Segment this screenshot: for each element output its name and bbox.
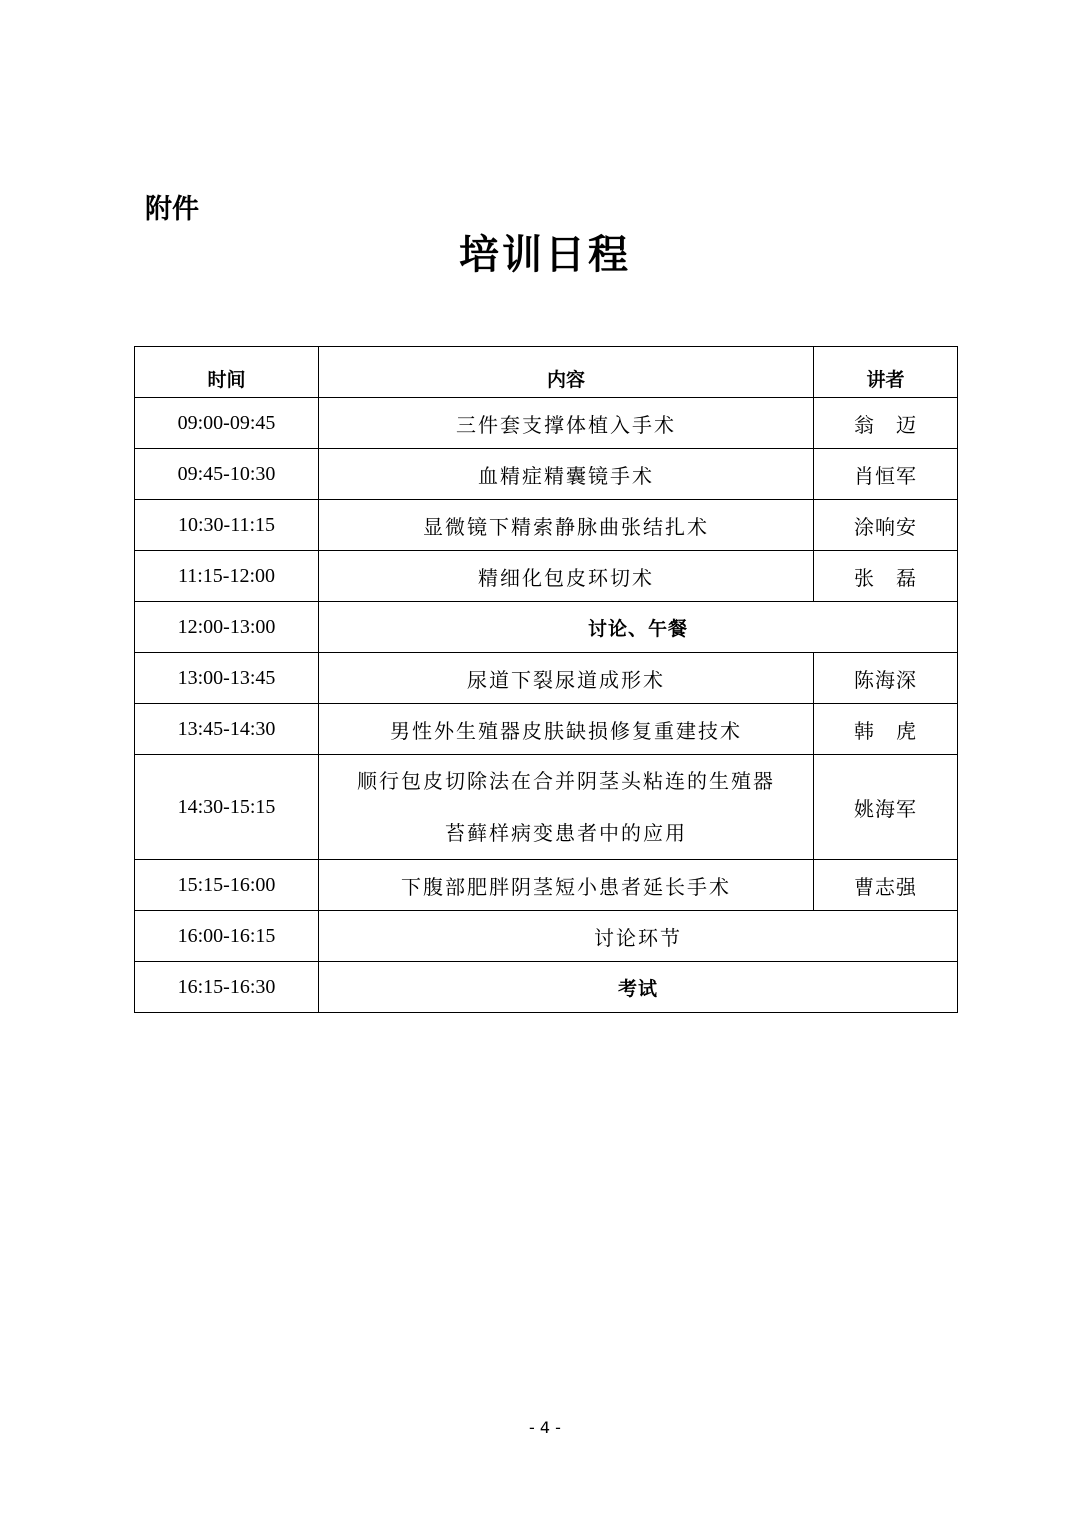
row-content-line-2: 苔藓样病变患者中的应用 bbox=[445, 821, 687, 845]
row-time: 13:00-13:45 bbox=[135, 653, 319, 704]
table-row bbox=[135, 653, 958, 704]
table-row bbox=[135, 911, 958, 962]
row-time: 16:15-16:30 bbox=[135, 962, 319, 1013]
row-content-merged: 考试 bbox=[319, 962, 958, 1013]
row-time: 16:00-16:15 bbox=[135, 911, 319, 962]
row-time: 11:15-12:00 bbox=[135, 551, 319, 602]
row-time: 14:30-15:15 bbox=[135, 755, 319, 860]
row-speaker: 姚海军 bbox=[814, 755, 958, 860]
table-row bbox=[135, 500, 958, 551]
table-row bbox=[135, 704, 958, 755]
row-time: 12:00-13:00 bbox=[135, 602, 319, 653]
row-content: 下腹部肥胖阴茎短小患者延长手术 bbox=[319, 860, 814, 911]
row-content: 三件套支撑体植入手术 bbox=[319, 398, 814, 449]
header-content: 内容 bbox=[319, 347, 814, 398]
row-time: 09:00-09:45 bbox=[135, 398, 319, 449]
row-content: 精细化包皮环切术 bbox=[319, 551, 814, 602]
row-time: 10:30-11:15 bbox=[135, 500, 319, 551]
header-speaker: 讲者 bbox=[814, 347, 958, 398]
row-speaker: 张 磊 bbox=[814, 551, 958, 602]
page-number: - 4 - bbox=[529, 1418, 561, 1437]
row-speaker: 翁 迈 bbox=[814, 398, 958, 449]
row-speaker: 肖恒军 bbox=[814, 449, 958, 500]
row-time: 13:45-14:30 bbox=[135, 704, 319, 755]
schedule-table bbox=[134, 346, 958, 1013]
table-row bbox=[135, 449, 958, 500]
row-speaker: 韩 虎 bbox=[814, 704, 958, 755]
row-content: 男性外生殖器皮肤缺损修复重建技术 bbox=[319, 704, 814, 755]
row-content-line-1: 顺行包皮切除法在合并阴茎头粘连的生殖器 bbox=[357, 769, 775, 793]
table-row bbox=[135, 551, 958, 602]
row-speaker: 陈海深 bbox=[814, 653, 958, 704]
row-content-merged: 讨论环节 bbox=[319, 911, 958, 962]
row-content bbox=[319, 755, 814, 860]
row-content-merged: 讨论、午餐 bbox=[319, 602, 958, 653]
row-content: 尿道下裂尿道成形术 bbox=[319, 653, 814, 704]
row-content: 显微镜下精索静脉曲张结扎术 bbox=[319, 500, 814, 551]
table-row bbox=[135, 398, 958, 449]
table-row bbox=[135, 962, 958, 1013]
table-row bbox=[135, 602, 958, 653]
attachment-label: 附件 bbox=[145, 194, 199, 225]
table-row bbox=[135, 860, 958, 911]
page-title: 培训日程 bbox=[459, 232, 631, 278]
table-row bbox=[135, 755, 958, 860]
table-header-row bbox=[135, 347, 958, 398]
header-time: 时间 bbox=[135, 347, 319, 398]
row-time: 09:45-10:30 bbox=[135, 449, 319, 500]
row-time: 15:15-16:00 bbox=[135, 860, 319, 911]
row-speaker: 曹志强 bbox=[814, 860, 958, 911]
row-speaker: 涂响安 bbox=[814, 500, 958, 551]
row-content: 血精症精囊镜手术 bbox=[319, 449, 814, 500]
